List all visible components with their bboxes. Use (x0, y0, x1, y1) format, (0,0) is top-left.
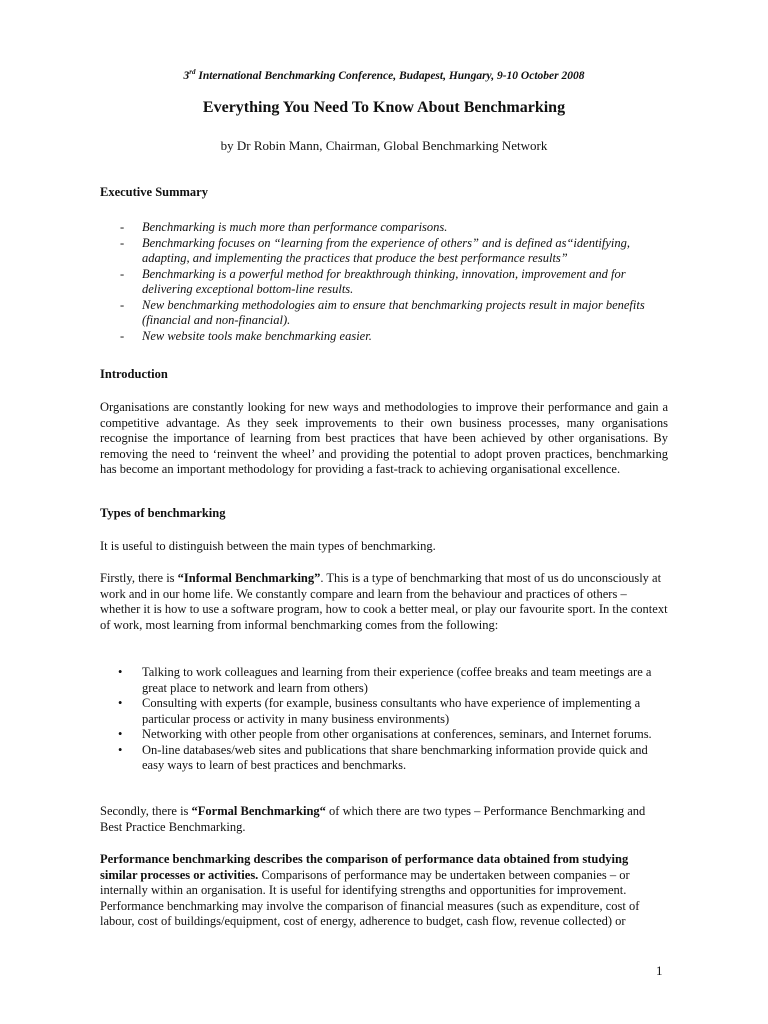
formal-term: “Formal Benchmarking“ (191, 804, 326, 818)
performance-definition: Performance benchmarking describes the comparison of performance data obtained from studying similar processes or activities. (100, 852, 629, 882)
summary-item-text: New benchmarking methodologies aim to ensure that benchmarking projects result in major benefits (financial and non-financial). (142, 297, 645, 327)
page-number: 1 (656, 963, 663, 978)
conference-ordinal-suffix: rd (189, 68, 196, 76)
conference-line (0, 68, 768, 82)
list-item-text: Networking with other people from other organisations at conferences, seminars, and Internet forums. (142, 727, 652, 741)
conference-ordinal: 3 (183, 69, 190, 82)
introduction-heading: Introduction (100, 367, 168, 381)
informal-bullet-list (100, 665, 668, 774)
formal-prefix: Secondly, there is (100, 804, 192, 818)
performance-rest: Comparisons of performance may be undertaken between companies – or internally within an organisation. It is useful for identifying strengths and opportunities for improvement. Performance benchmarking may involve the comparison of financial measures (such as expenditure, cost of labour, cost of buildings/equipment, cost of energy, adherence to budget, cash flow, revenue collected) or (100, 867, 640, 928)
dash-marker: - (120, 297, 125, 312)
types-intro: It is useful to distinguish between the main types of benchmarking. (100, 539, 436, 553)
informal-paragraph (100, 571, 668, 633)
summary-item (100, 236, 668, 267)
list-item (100, 727, 668, 743)
informal-bullets-container (100, 665, 668, 774)
document-title: Everything You Need To Know About Benchmarking (202, 99, 566, 116)
informal-rest: . This is a type of benchmarking that most of us do unconsciously at work and in our home life. We constantly compare and learn from the behaviour and practices of others – whether it is how to use a software program, how to cook a better meal, or play our favourite sport. In the context of work, most learning from informal benchmarking comes from the following: (100, 571, 668, 632)
types-heading: Types of benchmarking (100, 506, 226, 520)
list-item (100, 743, 668, 774)
executive-summary-list-container (100, 220, 668, 344)
summary-item (100, 298, 668, 329)
bullet-marker: • (118, 696, 123, 710)
informal-prefix: Firstly, there is (100, 571, 178, 585)
bullet-marker: • (118, 742, 123, 757)
informal-term: “Informal Benchmarking” (177, 571, 321, 585)
list-item (100, 665, 668, 696)
conference-text: International Benchmarking Conference, Budapest, Hungary, 9-10 October 2008 (195, 69, 585, 82)
bullet-marker: • (118, 665, 123, 679)
summary-item-text: Benchmarking is a powerful method for breakthrough thinking, innovation, improvement and for delivering exceptional bottom-line results. (142, 266, 626, 296)
summary-item (100, 267, 668, 298)
summary-item-text: Benchmarking is much more than performance comparisons. (142, 220, 448, 234)
summary-item (100, 329, 668, 345)
performance-paragraph (100, 852, 668, 930)
bullet-marker: • (118, 727, 123, 741)
executive-summary-list (100, 220, 668, 344)
author-byline: by Dr Robin Mann, Chairman, Global Benchmarking Network (220, 138, 548, 153)
executive-summary-heading: Executive Summary (100, 185, 208, 199)
summary-item-text: Benchmarking focuses on “learning from the experience of others” and is defined as“identifying, adapting, and implementing the practices that produce the best performance results” (142, 235, 631, 265)
dash-marker: - (120, 328, 125, 343)
list-item-text: Talking to work colleagues and learning from their experience (coffee breaks and team meetings are a great place to network and learn from others) (142, 665, 652, 695)
dash-marker: - (120, 220, 125, 234)
list-item-text: Consulting with experts (for example, business consultants who have experience of implementing a particular process or activity in many business environments) (142, 696, 641, 726)
formal-paragraph (100, 804, 668, 835)
summary-item (100, 220, 668, 236)
dash-marker: - (120, 266, 125, 281)
introduction-paragraph: Organisations are constantly looking for new ways and methodologies to improve their performance and gain a competitive advantage. As they seek improvements to their own business processes, many organisations recognise the importance of learning from best practices that have been achieved by other organisations. By removing the need to ‘reinvent the wheel’ and providing the potential to adopt proven practices, benchmarking has become an important methodology for providing a fast-track to achieving organisational excellence. (100, 400, 668, 476)
list-item (100, 696, 668, 727)
summary-item-text: New website tools make benchmarking easier. (142, 328, 372, 343)
formal-rest: of which there are two types – Performance Benchmarking and Best Practice Benchmarking. (100, 804, 646, 834)
dash-marker: - (120, 235, 125, 250)
list-item-text: On-line databases/web sites and publications that share benchmarking information provide quick and easy ways to learn of best practices and benchmarks. (142, 742, 648, 772)
